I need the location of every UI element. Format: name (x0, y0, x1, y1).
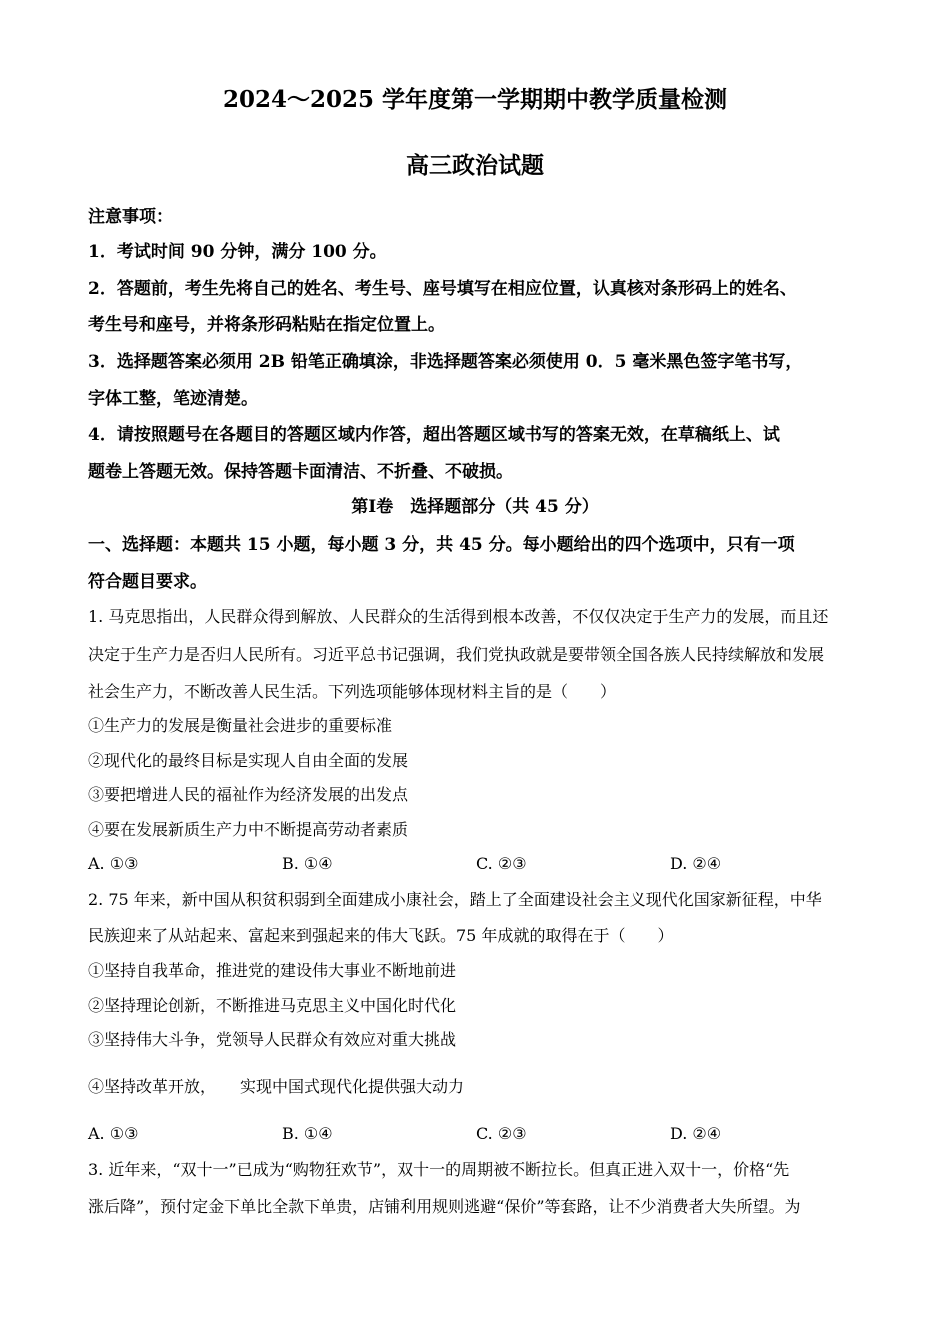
option-a: A. ①③ (88, 1124, 139, 1143)
question-stem: 2. 75 年来，新中国从积贫积弱到全面建成小康社会，踏上了全面建设社会主义现代化国家新征程，中华 (88, 890, 822, 909)
option-c: C. ②③ (476, 854, 527, 873)
notice-line: 4．请按照题号在各题目的答题区域内作答，超出答题区域书写的答案无效，在草稿纸上、试 (88, 425, 780, 445)
question-stem: 社会生产力，不断改善人民生活。下列选项能够体现材料主旨的是（ ） (88, 682, 617, 701)
section-title: 第Ⅰ卷 选择题部分（共 45 分） (351, 497, 599, 517)
option-d: D. ②④ (670, 854, 722, 873)
notice-line: 1．考试时间 90 分钟，满分 100 分。 (88, 242, 387, 262)
option-d: D. ②④ (670, 1124, 722, 1143)
notice-line: 考生号和座号，并将条形码粘贴在指定位置上。 (88, 315, 445, 335)
statement: ①生产力的发展是衡量社会进步的重要标准 (88, 716, 393, 735)
question-stem: 涨后降”，预付定金下单比全款下单贵，店铺利用规则逃避“保价”等套路，让不少消费者大失所望。为 (88, 1197, 801, 1216)
option-b: B. ①④ (282, 1124, 333, 1143)
statement: ④坚持改革开放， 实现中国式现代化提供强大动力 (88, 1077, 465, 1096)
section-instruction: 符合题目要求。 (88, 572, 207, 592)
question-stem: 1. 马克思指出，人民群众得到解放、人民群众的生活得到根本改善，不仅仅决定于生产力的发展，而且还 (88, 607, 829, 626)
question-stem: 民族迎来了从站起来、富起来到强起来的伟大飞跃。75 年成就的取得在于（ ） (88, 926, 674, 945)
statement: ③坚持伟大斗争，党领导人民群众有效应对重大挑战 (88, 1030, 457, 1049)
option-b: B. ①④ (282, 854, 333, 873)
statement: ③要把增进人民的福祉作为经济发展的出发点 (88, 785, 409, 804)
statement: ④要在发展新质生产力中不断提高劳动者素质 (88, 820, 409, 839)
section-instruction: 一、选择题：本题共 15 小题，每小题 3 分，共 45 分。每小题给出的四个选项中，只有一项 (88, 535, 795, 555)
question-stem: 3. 近年来，“双十一”已成为“购物狂欢节”，双十一的周期被不断拉长。但真正进入双十一，价格“先 (88, 1160, 790, 1179)
notice-line: 题卷上答题无效。保持答题卡面清洁、不折叠、不破损。 (88, 462, 513, 482)
statement: ①坚持自我革命，推进党的建设伟大事业不断地前进 (88, 961, 457, 980)
notice-line: 2．答题前，考生先将自己的姓名、考生号、座号填写在相应位置，认真核对条形码上的姓名、 (88, 279, 797, 299)
notice-heading: 注意事项： (88, 207, 173, 227)
exam-title: 2024～2025 学年度第一学期期中教学质量检测 (222, 86, 728, 113)
option-a: A. ①③ (88, 854, 139, 873)
option-c: C. ②③ (476, 1124, 527, 1143)
statement: ②坚持理论创新，不断推进马克思主义中国化时代化 (88, 996, 457, 1015)
notice-line: 字体工整，笔迹清楚。 (88, 389, 258, 409)
question-stem: 决定于生产力是否归人民所有。习近平总书记强调，我们党执政就是要带领全国各族人民持续解放和发展 (88, 645, 825, 664)
exam-subtitle: 高三政治试题 (406, 152, 544, 179)
statement: ②现代化的最终目标是实现人自由全面的发展 (88, 751, 409, 770)
notice-line: 3．选择题答案必须用 2B 铅笔正确填涂，非选择题答案必须使用 0．5 毫米黑色签字笔书写， (88, 352, 803, 372)
